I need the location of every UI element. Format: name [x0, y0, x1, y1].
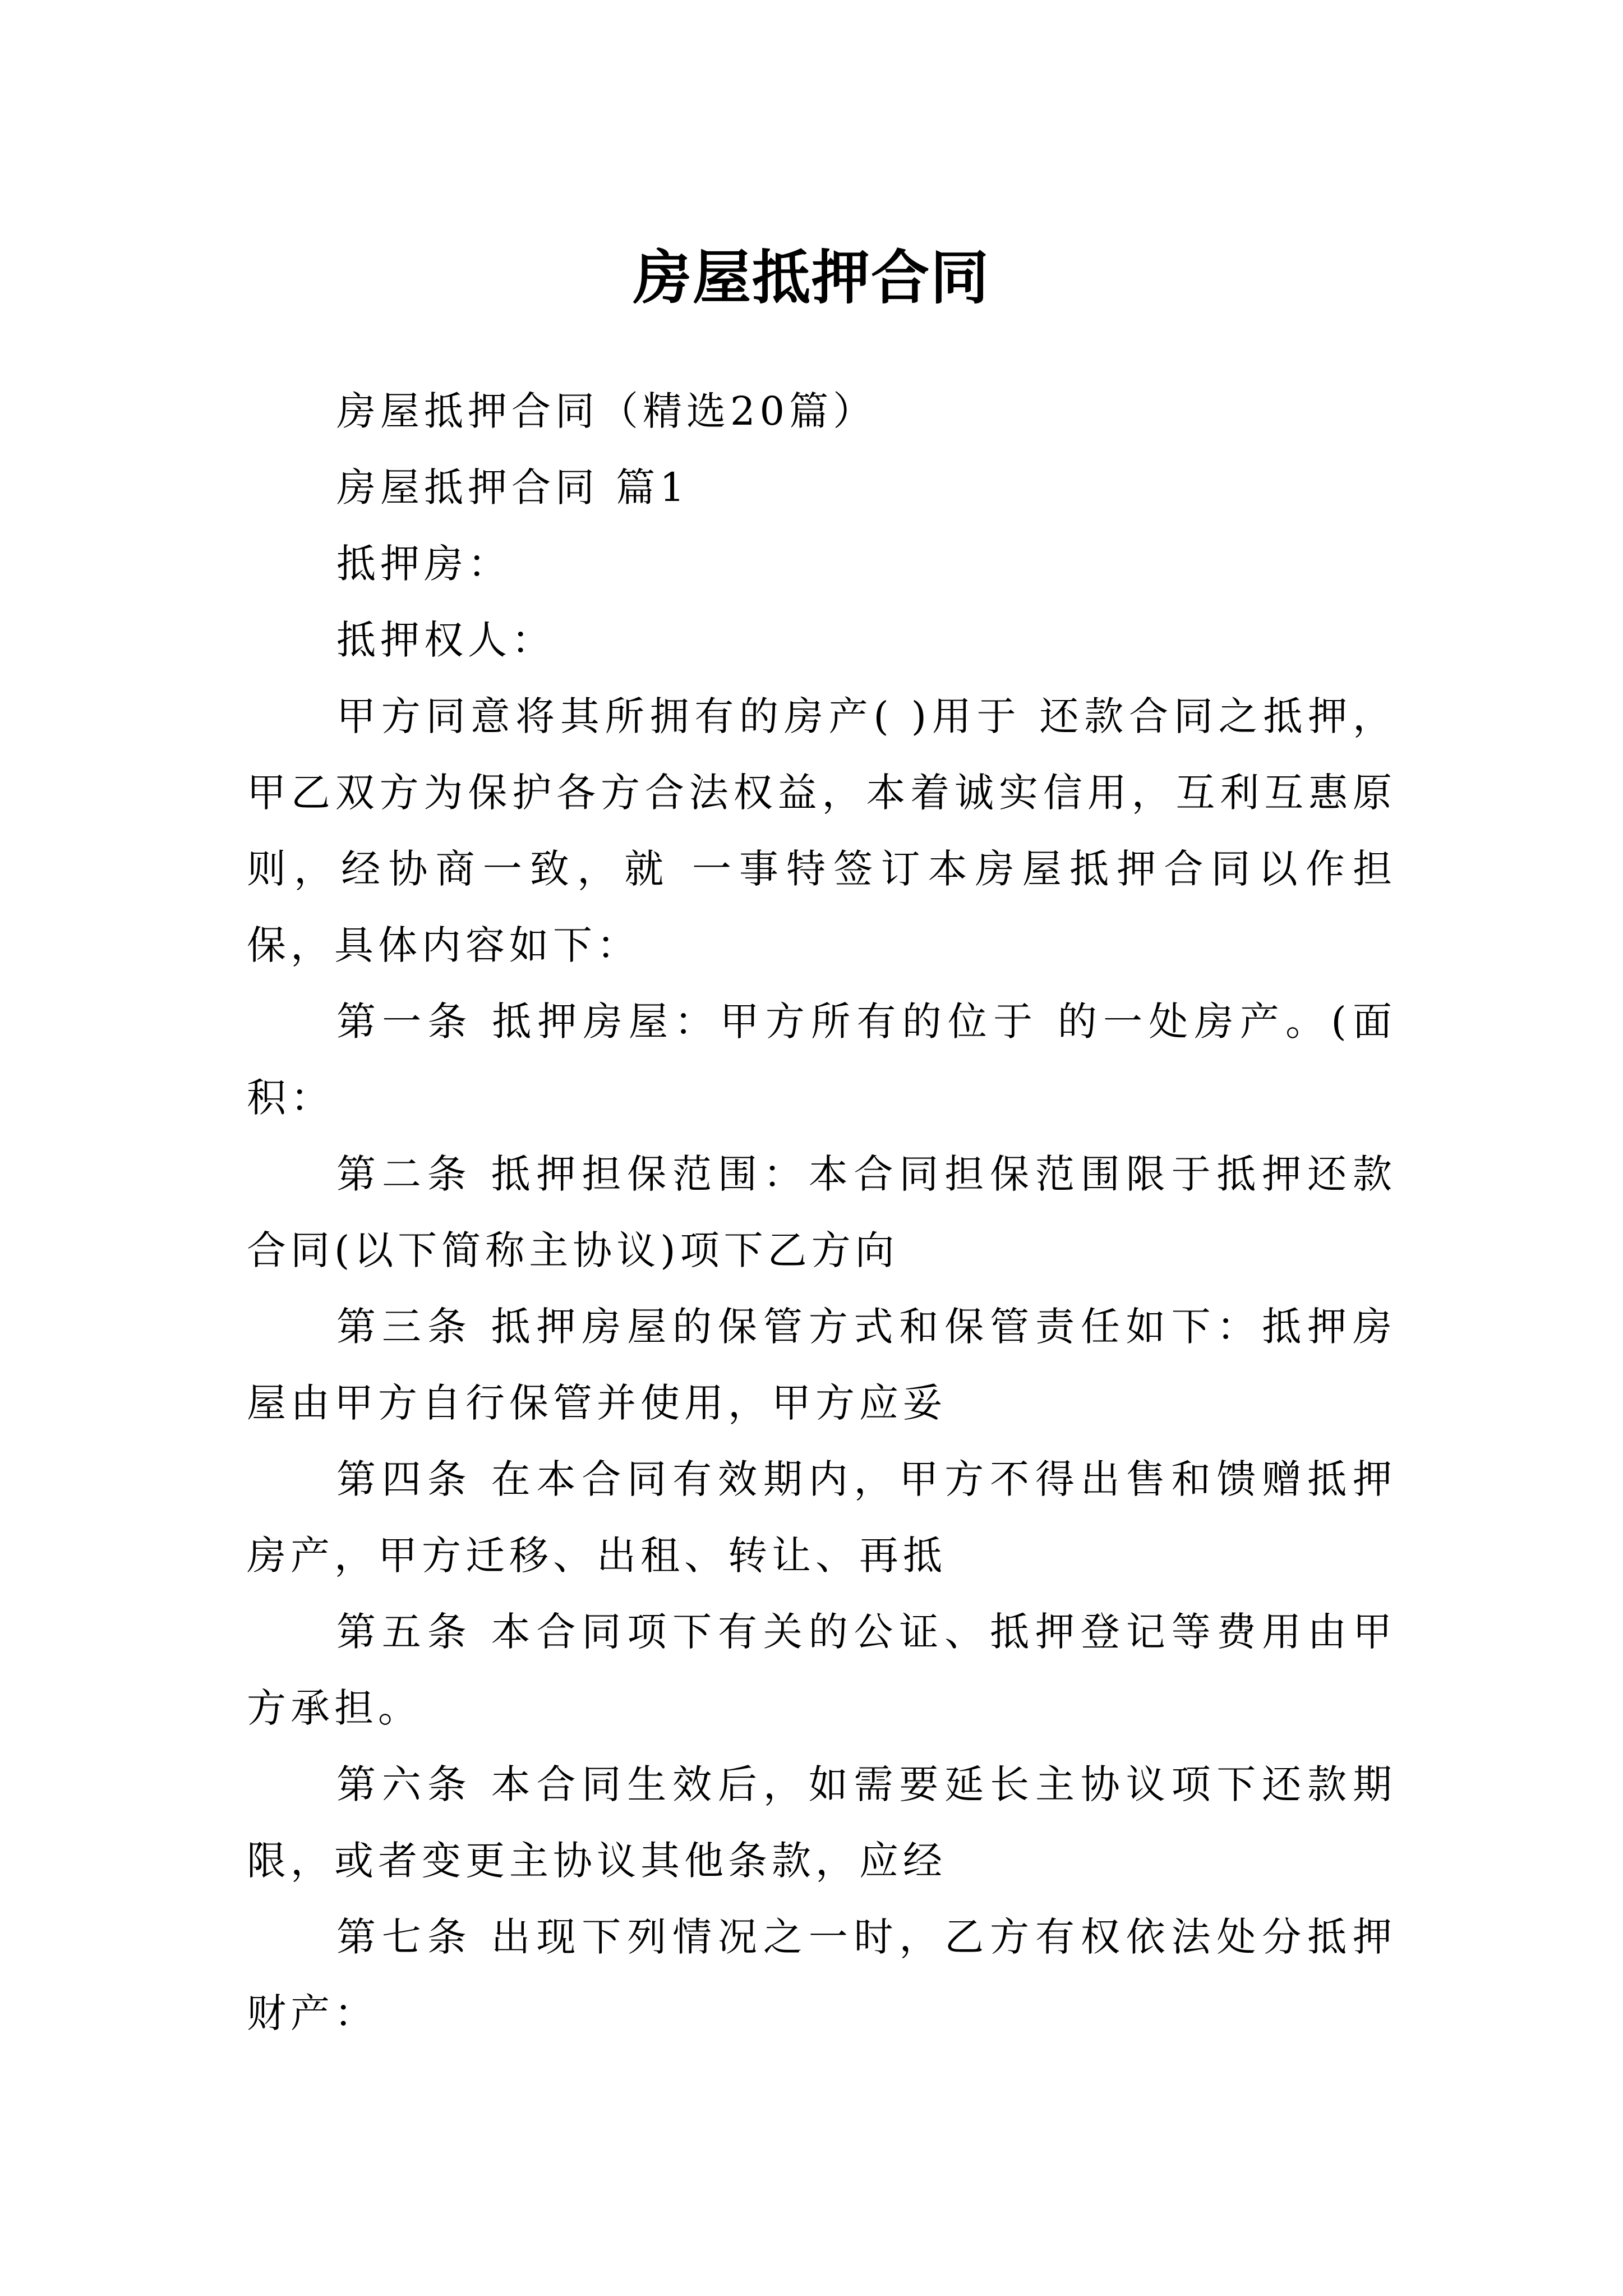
document-title: 房屋抵押合同: [633, 242, 990, 312]
paragraph-article-3: 第三条 抵押房屋的保管方式和保管责任如下：抵押房屋由甲方自行保管并使用，甲方应妥: [247, 1304, 1396, 1426]
paragraph-subtitle: 房屋抵押合同（精选20篇）: [336, 388, 877, 434]
paragraph-article-1: 第一条 抵押房屋：甲方所有的位于 的一处房产。(面积：: [247, 999, 1396, 1121]
paragraph-mortgagee: 抵押权人：: [336, 617, 555, 663]
paragraph-article-5: 第五条 本合同项下有关的公证、抵押登记等费用由甲方承担。: [247, 1609, 1396, 1731]
paragraph-section-heading: 房屋抵押合同 篇1: [336, 464, 689, 510]
document-body: [247, 373, 1396, 2051]
paragraph-article-2: 第二条 抵押担保范围：本合同担保范围限于抵押还款合同(以下简称主协议)项下乙方向: [247, 1151, 1396, 1273]
paragraph-mortgagor: 抵押房：: [336, 541, 511, 587]
paragraph-article-4: 第四条 在本合同有效期内，甲方不得出售和馈赠抵押房产，甲方迁移、出租、转让、再抵: [247, 1456, 1396, 1579]
paragraph-article-6: 第六条 本合同生效后，如需要延长主协议项下还款期限，或者变更主协议其他条款，应经: [247, 1761, 1396, 1884]
paragraph-article-7: 第七条 出现下列情况之一时，乙方有权依法处分抵押财产：: [247, 1914, 1396, 2036]
paragraph-preamble: 甲方同意将其所拥有的房产( )用于 还款合同之抵押，甲乙双方为保护各方合法权益，本着诚实信用，互利互惠原则，经协商一致，就 一事特签订本房屋抵押合同以作担保，具体内容如下：: [247, 693, 1396, 968]
